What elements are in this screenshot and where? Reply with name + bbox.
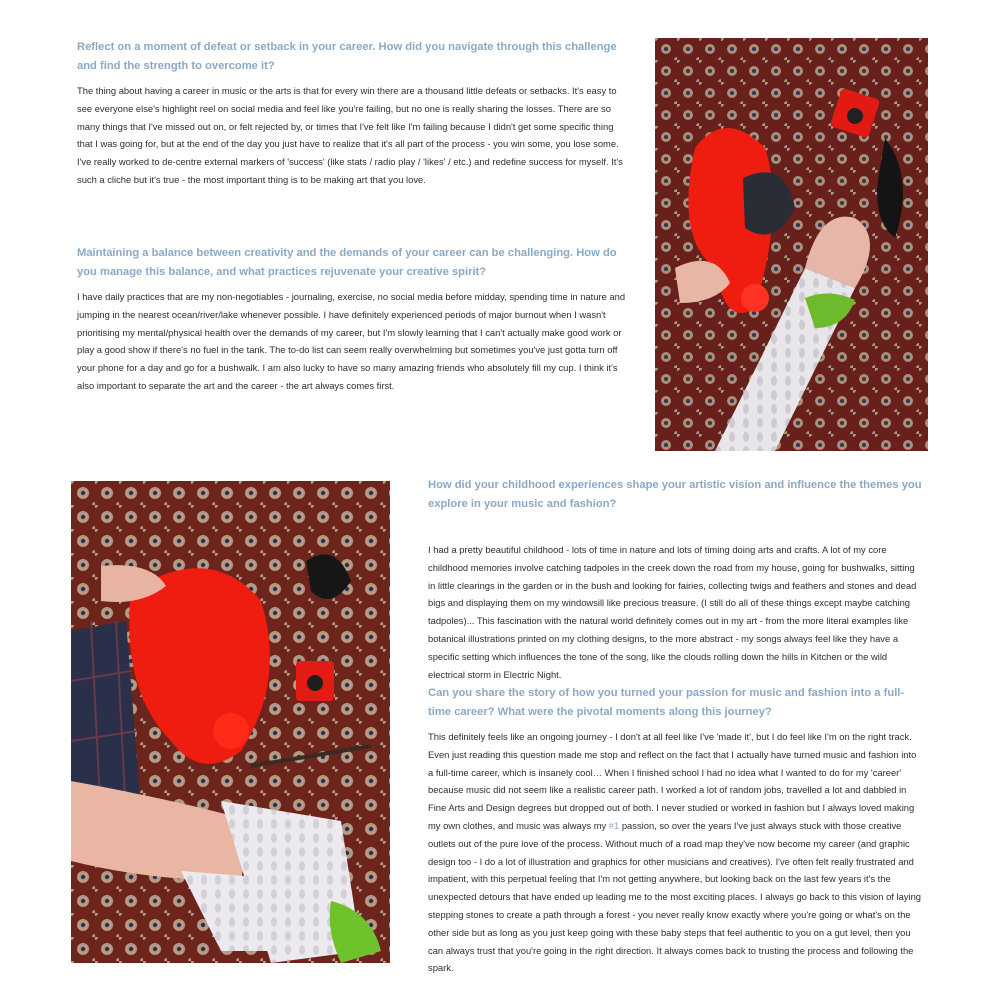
photo-top-right (655, 38, 928, 451)
photo-bottom-left-image (71, 481, 390, 963)
section-balance (77, 244, 627, 395)
answer-career-hashtag: #1 (608, 819, 620, 831)
answer-balance: I have daily practices that are my non-negotiables - journaling, exercise, no social media before midday, spending time in nature and jumping in the nearest ocean/river/lake whenever possible. I have definitely experienced periods of major burnout when I wasn't prioritising my mental/physical health over the demands of my career, but I'm slowly learning that I can't actually make good work or play a good show if there's no fuel in the tank. The to-do list can seem really overwhelming but sometimes you've just gotta turn off your phone for a day and go for a bushwalk. I am also lucky to have so many amazing friends who absolutely fill my cup. I think it's also important to separate the art and the career - the art always comes first. (77, 291, 626, 391)
photo-top-right-image (655, 38, 928, 451)
answer-career-part1: This definitely feels like an ongoing journey - I don't at all feel like I've 'made it', but I do feel like I'm on the right track. Even just reading this question made me stop and reflect on the fact that I actually have turned music and fashion into a full-time career, which is insanely cool… When I finished school I had no idea what I wanted to do for my 'career' because music did not seem like a realistic career path. I worked a lot of random jobs, travelled a lot and dabbled in Fine Arts and Design degrees but dropped out of both. I never studied or worked in fashion but I always loved making my own clothes, and music was always my (428, 731, 917, 831)
photo-bottom-left (71, 481, 390, 963)
section-childhood (428, 476, 923, 683)
question-setback: Reflect on a moment of defeat or setback in your career. How did you navigate through this challenge and find the strength to overcome it? (77, 41, 617, 72)
answer-career-part2: passion, so over the years I've just always stuck with those creative outlets out of the pure love of the process. Without much of a road map they've now become my career (and graphic design too - I do a lot of illustration and graphics for other musicians and creatives). I've often felt really frustrated and impatient, with this perpetual feeling that I'm not getting anywhere, but looking back on the last few years it's the unexpected detours that have ended up leading me to the most exciting places. I always go back to this vision of laying stepping stones to create a path through a forest - you never really know exactly where you're going or what's on the other side but as long as you just keep going with these baby steps that feel authentic to you on a gut level, then you can always trust that you're going in the right direction. It always comes back to trusting the process and following the spark. (428, 819, 922, 974)
answer-childhood: I had a pretty beautiful childhood - lots of time in nature and lots of timing doing arts and crafts. A lot of my core childhood memories involve catching tadpoles in the creek down the road from my house, going for bushwalks, sitting in little clearings in the garden or in the bush and looking for fairies, collecting twigs and feathers and stones and dead bigs and displaying them on my windowsill like precious treasure. (I still do all of these things except maybe catching tadpoles)... This fascination with the natural world definitely comes out in my art - from the more literal examples like botanical illustrations printed on my clothing designs, to the more abstract - my songs always feel like they have a specific setting which influences the tone of the song, like the clouds rolling down the hills in Kitchen or the wild electrical storm in Electric Night. (428, 544, 917, 680)
answer-career (428, 728, 923, 977)
question-balance: Maintaining a balance between creativity and the demands of your career can be challenging. How do you manage this balance, and what practices rejuvenate your creative spirit? (77, 247, 617, 278)
section-career (428, 684, 923, 977)
question-childhood: How did your childhood experiences shape your artistic vision and influence the themes you explore in your music and fashion? (428, 479, 922, 510)
answer-setback: The thing about having a career in music or the arts is that for every win there are a thousand little defeats or setbacks. It's easy to see everyone else's highlight reel on social media and feel like you're failing, but no one is really sharing the losses. There are so many things that I've missed out on, or felt rejected by, or times that I've felt like I'm failing because I didn't get some specific thing that I was going for, but at the end of the day you just have to realize that it's all part of the process - you win some, you lose some. I've really worked to de-centre external markers of 'success' (like stats / radio play / 'likes' / etc.) and redefine success for myself. It's such a cliche but it's true - the most important thing is to be making art that you love. (77, 85, 623, 185)
section-setback (77, 38, 627, 189)
question-career: Can you share the story of how you turned your passion for music and fashion into a full-time career? What were the pivotal moments along this journey? (428, 687, 905, 718)
